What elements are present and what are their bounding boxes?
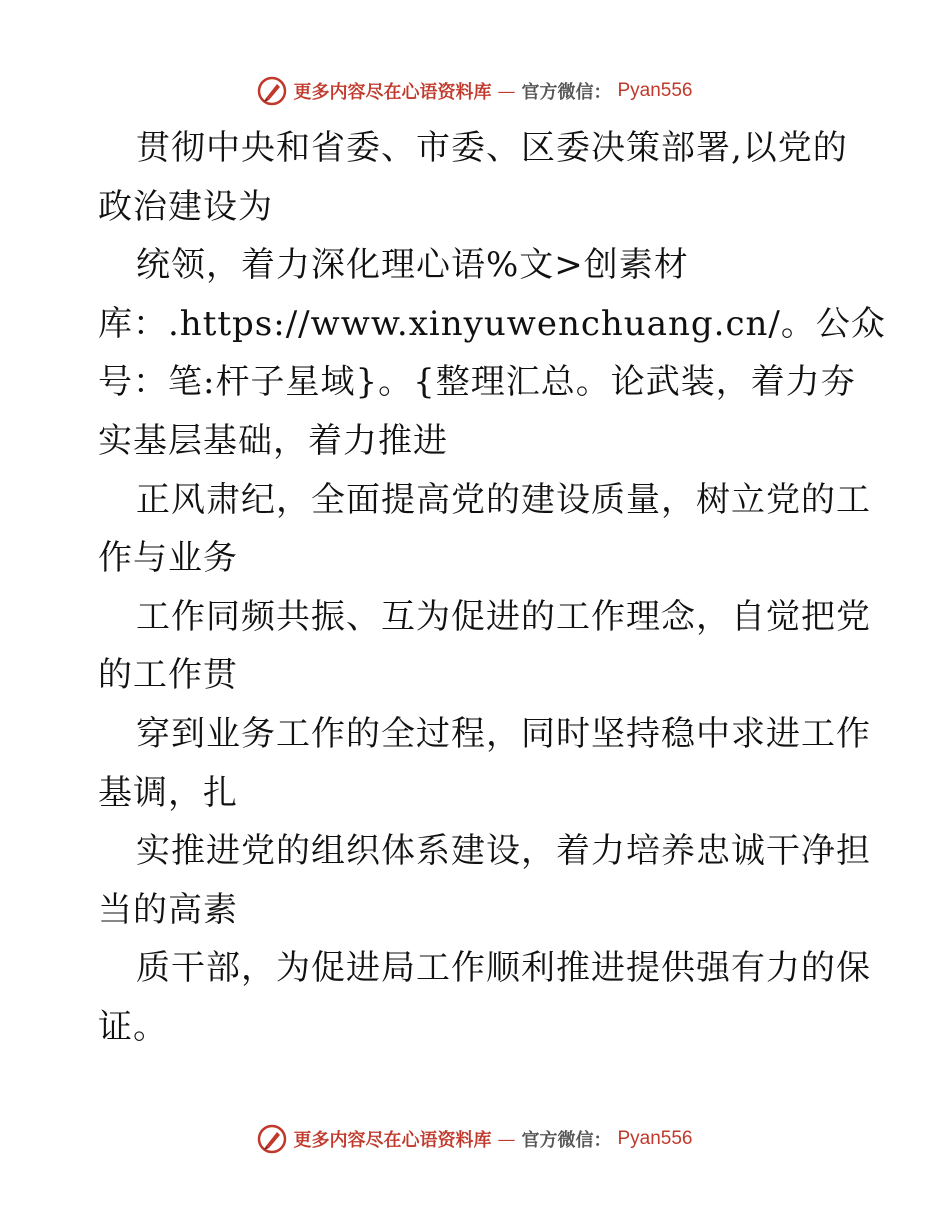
header-banner (0, 71, 950, 111)
text-line: 基调，扎 (98, 772, 238, 813)
document-body (98, 119, 886, 1057)
site-name: 更多内容尽在心语资料库 (293, 82, 492, 103)
text-line: 当的高素 (98, 889, 238, 930)
text-line: 的工作贯 (98, 655, 238, 696)
text-line: 作与业务 (98, 538, 238, 579)
text-line: 实基层基础，着力推进 (98, 420, 448, 461)
wechat-id: Pyan556 (617, 80, 693, 101)
text-line: 贯彻中央和省委、市委、区委决策部署,以党的 (136, 128, 848, 168)
wechat-id: Pyan556 (617, 1128, 693, 1149)
banner-separator: — (497, 80, 516, 102)
text-line: 库：.https://www.xinyuwenchuang.cn/。公众 (98, 303, 886, 344)
text-line: 政治建设为 (98, 186, 273, 227)
text-line: 证。 (98, 1006, 168, 1047)
text-line: 工作同频共振、互为促进的工作理念，自觉把党 (136, 596, 871, 637)
text-line: 号：笔:杆子星域}。{整理汇总。论武装，着力夯 (98, 362, 856, 403)
site-name: 更多内容尽在心语资料库 (293, 1130, 492, 1151)
quill-pen-logo-icon (257, 76, 287, 106)
text-line: 正风肃纪，全面提高党的建设质量，树立党的工 (136, 479, 871, 520)
text-line: 统领，着力深化理心语%文>创素材 (136, 245, 689, 286)
quill-pen-logo-icon (257, 1124, 287, 1154)
banner-separator: — (497, 1128, 516, 1150)
text-line: 实推进党的组织体系建设，着力培养忠诚干净担 (136, 831, 871, 872)
footer-banner (0, 1119, 950, 1159)
wechat-label: 官方微信： (521, 1130, 612, 1151)
text-line: 质干部，为促进局工作顺利推进提供强有力的保 (136, 948, 871, 989)
text-line: 穿到业务工作的全过程，同时坚持稳中求进工作 (136, 713, 871, 754)
wechat-label: 官方微信： (521, 82, 612, 103)
